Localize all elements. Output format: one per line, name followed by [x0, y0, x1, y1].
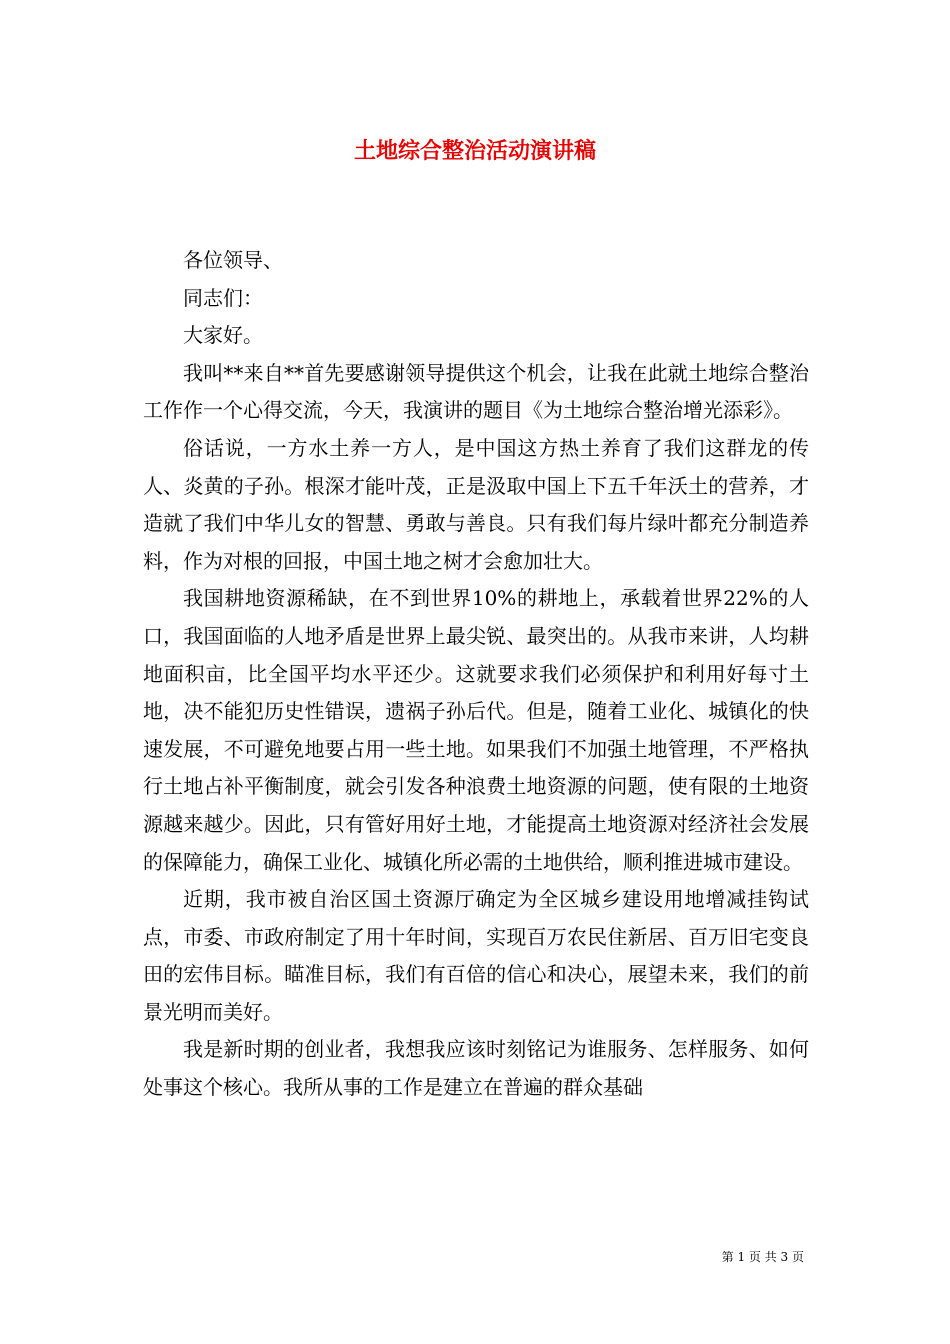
paragraph-recent: 近期，我市被自治区国土资源厅确定为全区城乡建设用地增减挂钩试点，市委、市政府制定了用十年时间，实现百万农民住新居、百万旧宅变良田的宏伟目标。瞄准目标，我们有百倍的信心和决心，展望未来，我们的前景光明而美好。	[143, 887, 809, 1024]
page-number: 第 1 页 共 3 页	[721, 1250, 804, 1264]
paragraph-pioneer: 我是新时期的创业者，我想我应该时刻铭记为谁服务、怎样服务、如何处事这个核心。我所从事的工作是建立在普遍的群众基础	[143, 1037, 809, 1100]
paragraph-farmland: 我国耕地资源稀缺，在不到世界10%的耕地上，承载着世界22%的人口，我国面临的人地矛盾是世界上最尖锐、最突出的。从我市来讲，人均耕地面积亩，比全国平均水平还少。这就要求我们必须保护和利用好每寸土地，决不能犯历史性错误，遗祸子孙后代。但是，随着工业化、城镇化的快速发展，不可避免地要占用一些土地。如果我们不加强土地管理，不严格执行土地占补平衡制度，就会引发各种浪费土地资源的问题，使有限的土地资源越来越少。因此，只有管好用好土地，才能提高土地资源对经济社会发展的保障能力，确保工业化、城镇化所必需的土地供给，顺利推进城市建设。	[143, 586, 809, 874]
greeting: 大家好。	[183, 323, 263, 348]
paragraph-proverb: 俗话说，一方水土养一方人，是中国这方热土养育了我们这群龙的传人、炎黄的子孙。根深才能叶茂，正是汲取中国上下五千年沃土的营养，才造就了我们中华儿女的智慧、勇敢与善良。只有我们每片绿叶都充分制造养料，作为对根的回报，中国土地之树才会愈加壮大。	[143, 435, 809, 573]
document-body	[143, 242, 809, 1107]
paragraph-intro: 我叫**来自**首先要感谢领导提供这个机会，让我在此就土地综合整治工作作一个心得交流，今天，我演讲的题目《为土地综合整治增光添彩》。	[143, 360, 809, 423]
salutation-comrades: 同志们：	[183, 285, 263, 310]
salutation-leaders: 各位领导、	[183, 248, 283, 272]
document-title: 土地综合整治活动演讲稿	[353, 138, 596, 164]
